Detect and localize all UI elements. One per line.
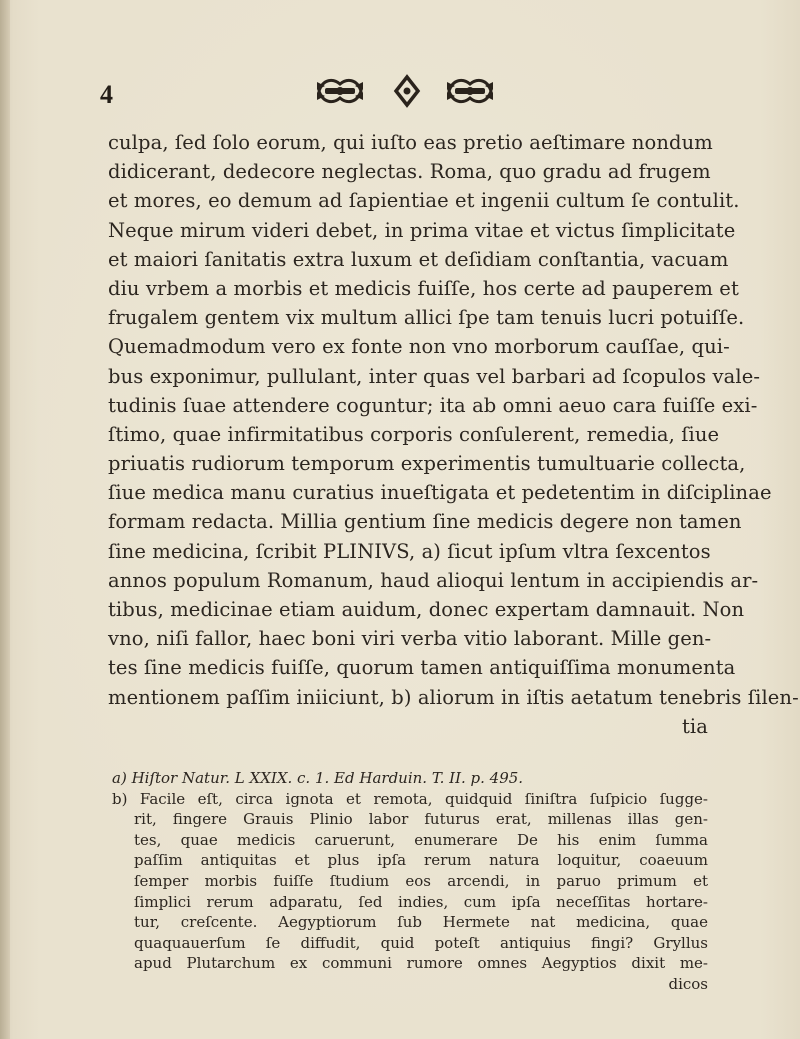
text-line: annos populum Romanum, haud alioqui lentum in accipiendis ar- — [108, 568, 759, 592]
text-line: bus exponimur, pullulant, inter quas vel barbari ad ſcopulos vale- — [108, 364, 761, 388]
text-line: tudinis ſuae attendere coguntur; ita ab omni aeuo cara fuiſſe exi- — [108, 393, 758, 417]
text-line: ſine medicina, ſcribit PLINIVS, a) ſicut ipſum vltra ſexcentos — [108, 539, 711, 563]
right-ornament-icon — [445, 74, 495, 108]
text-line: ſtimo, quae infirmitatibus corporis conſulerent, remedia, ſiue — [108, 422, 720, 446]
text-line: tes ſine medicis fuiſſe, quorum tamen antiquiſſima monumenta — [108, 656, 736, 680]
text-line: culpa, ſed ſolo eorum, qui iuſto eas pretio aeſtimare nondum — [108, 131, 713, 154]
text-line: Quemadmodum vero ex fonte non vno morborum cauſſae, qui- — [108, 335, 730, 359]
catchword: tia — [682, 714, 708, 738]
text-line: priuatis rudiorum temporum experimentis tumultuarie collecta, — [108, 452, 746, 476]
footnotes-block — [112, 768, 708, 995]
footnote-line: tur, creſcente. Aegyptiorum ſub Hermete nat medicina, quae — [134, 913, 708, 932]
main-text-block — [108, 128, 799, 741]
footnote-line: b) Facile eſt, circa ignota et remota, quidquid ſiniſtra ſuſpicio ſugge- — [112, 789, 708, 808]
left-ornament-icon — [315, 74, 365, 108]
text-line: diu vrbem a morbis et medicis fuiſſe, hos certe ad pauperem et — [108, 276, 739, 300]
text-line: et maiori ſanitatis extra luxum et deſidiam conſtantia, vacuam — [108, 247, 729, 271]
footnote-a: a) Hiſtor Natur. L XXIX. c. 1. Ed Harduin. T. II. p. 495. — [112, 769, 524, 787]
text-line: tibus, medicinae etiam auidum, donec expertam damnauit. Non — [108, 598, 745, 621]
text-line: formam redacta. Millia gentium ſine medicis degere non tamen — [108, 510, 742, 534]
center-ornament-icon — [392, 74, 422, 108]
footnote-catchword: dicos — [668, 974, 708, 993]
footnote-line: quaquauerſum ſe diffudit, quid poteſt antiquius fingi? Gryllus — [134, 933, 708, 952]
page-header — [100, 74, 700, 114]
footnote-line: apud Plutarchum ex communi rumore omnes Aegyptios dixit me- — [134, 954, 708, 973]
page-number: 4 — [100, 80, 113, 109]
text-line: ſiue medica manu curatius inueſtigata et pedetentim in diſciplinae — [108, 481, 772, 505]
text-line: vno, niſi fallor, haec boni viri verba vitio laborant. Mille gen- — [108, 627, 712, 651]
text-line: Neque mirum videri debet, in prima vitae et victus ſimplicitate — [108, 218, 736, 242]
footnote-line: paſſim antiquitas et plus ipſa rerum natura loquitur, coaeuum — [134, 851, 708, 870]
page-binding-edge — [0, 0, 10, 1039]
text-line: mentionem paſſim iniiciunt, b) aliorum in iſtis aetatum tenebris ſilen- — [108, 685, 799, 709]
footnote-line: tes, quae medicis caruerunt, enumerare De his enim ſumma — [134, 830, 708, 849]
text-line: didicerant, dedecore neglectas. Roma, quo gradu ad frugem — [108, 160, 711, 184]
footnote-line: rit, fingere Grauis Plinio labor futurus erat, millenas illas gen- — [134, 810, 708, 829]
text-line: et mores, eo demum ad ſapientiae et ingenii cultum ſe contulit. — [108, 189, 740, 213]
footnote-line: ſimplici rerum adparatu, ſed indies, cum ipſa neceſſitas hortare- — [134, 892, 708, 911]
footnote-line: ſemper morbis fuiſſe ſtudium eos arcendi, in paruo primum et — [134, 871, 708, 890]
text-line: frugalem gentem vix multum allici ſpe tam tenuis lucri potuiſſe. — [108, 306, 745, 330]
